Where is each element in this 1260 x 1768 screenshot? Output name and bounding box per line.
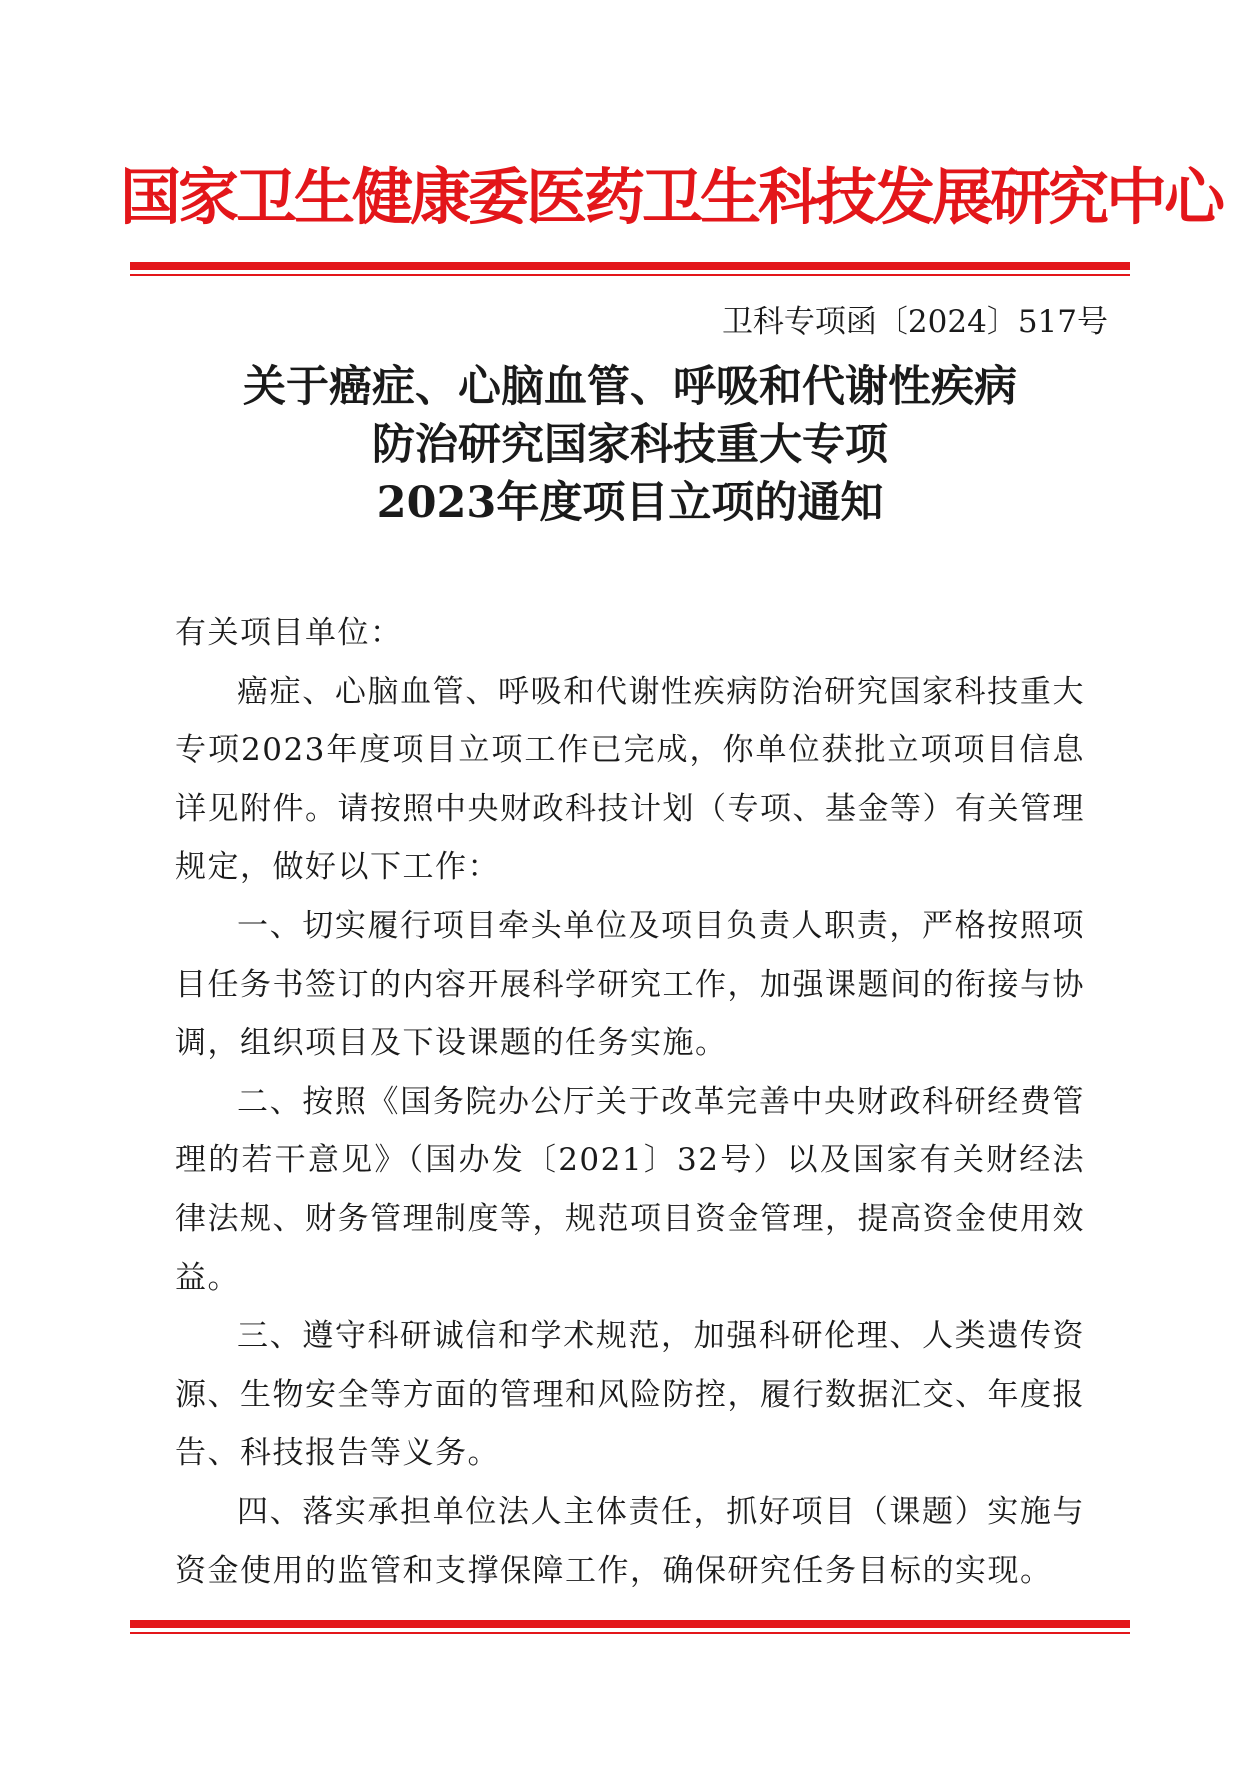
paragraph-item-1: 一、切实履行项目牵头单位及项目负责人职责，严格按照项目任务书签订的内容开展科学研究工作，加强课题间的衔接与协调，组织项目及下设课题的任务实施。 [175,907,1085,1062]
document-body [175,604,1085,1600]
title-line-1: 关于癌症、心脑血管、呼吸和代谢性疾病 [243,362,1017,412]
salutation: 有关项目单位： [175,615,403,651]
masthead-title: 国家卫生健康委医药卫生科技发展研究中心 [120,162,1223,233]
masthead-red-rule [130,262,1130,276]
document-title [130,358,1130,532]
title-line-3: 2023年度项目立项的通知 [376,478,884,528]
red-rule-thin [130,274,1130,276]
title-line-2: 防治研究国家科技重大专项 [372,420,888,470]
footer-rule-thick [130,1620,1130,1628]
footer-rule-thin [130,1632,1130,1634]
document-number: 卫科专项函〔2024〕517号 [721,304,1108,340]
paragraph-item-3: 三、遵守科研诚信和学术规范，加强科研伦理、人类遗传资源、生物安全等方面的管理和风险防控，履行数据汇交、年度报告、科技报告等义务。 [175,1318,1085,1472]
paragraph-intro: 癌症、心脑血管、呼吸和代谢性疾病防治研究国家科技重大专项2023年度项目立项工作已完成，你单位获批立项项目信息详见附件。请按照中央财政科技计划（专项、基金等）有关管理规定，做好以下工作： [175,673,1085,886]
red-rule-thick [130,262,1130,270]
footer-red-rule [130,1620,1130,1634]
paragraph-item-2: 二、按照《国务院办公厅关于改革完善中央财政科研经费管理的若干意见》（国办发〔2021〕32号）以及国家有关财经法律法规、财务管理制度等，规范项目资金管理，提高资金使用效益。 [175,1083,1085,1296]
paragraph-item-4: 四、落实承担单位法人主体责任，抓好项目（课题）实施与资金使用的监管和支撑保障工作，确保研究任务目标的实现。 [175,1493,1085,1589]
